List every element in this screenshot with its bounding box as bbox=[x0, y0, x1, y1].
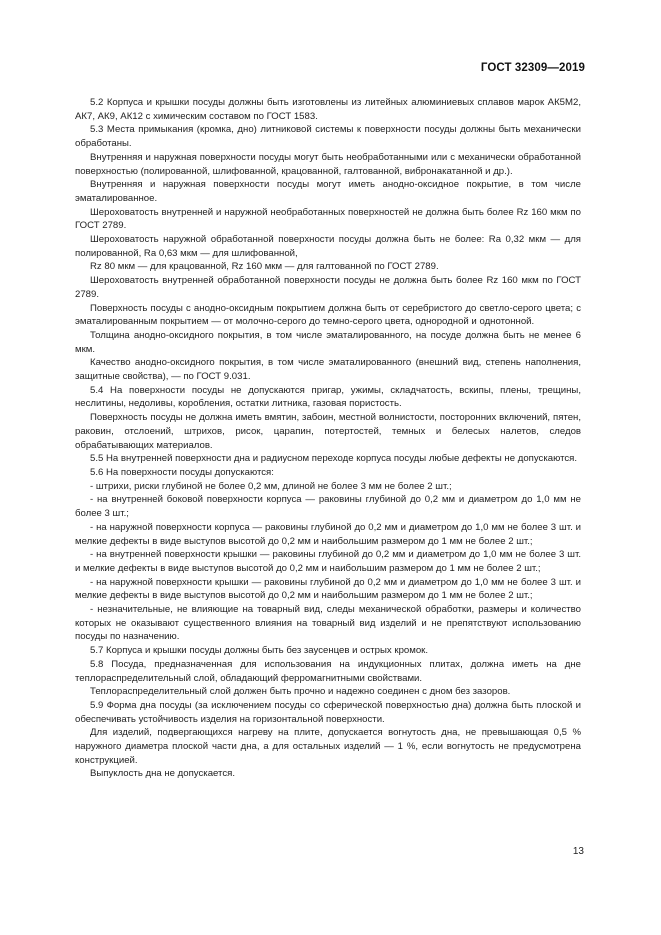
paragraph: 5.4 На поверхности посуды не допускаются пригар, ужимы, складчатость, вскипы, плены, трещины, неслитины, недоливы, коробления, остатки литника, газовая пористость. bbox=[75, 384, 581, 410]
paragraph: Для изделий, подвергающихся нагреву на плите, допускается вогнутость дна, не превышающая 0,5 % наружного диаметра плоской части дна, а для остальных изделий — 1 %, если вогнутость не предусмотрена конструкцией. bbox=[75, 727, 581, 766]
paragraph: Внутренняя и наружная поверхности посуды могут иметь анодно-оксидное покрытие, в том числе эматалированное. bbox=[75, 179, 581, 204]
paragraph: Качество анодно-оксидного покрытия, в том числе эматалированного (внешний вид, степень наполнения, защитные свойства), — по ГОСТ 9.031. bbox=[75, 357, 581, 383]
list-item: - штрихи, риски глубиной не более 0,2 мм, длиной не более 3 мм не более 2 шт.; bbox=[90, 480, 452, 492]
paragraph: Поверхность посуды не должна иметь вмятин, забоин, местной волнистости, посторонних включений, пятен, раковин, отслоений, штрихов, рисок, царапин, потертостей, темных и белесых налетов, следов обрабатывающих материалов. bbox=[75, 412, 581, 451]
list-item: - на внутренней боковой поверхности корпуса — раковины глубиной до 0,2 мм и диаметром до 1,0 мм не более 3 шт.; bbox=[75, 494, 581, 520]
paragraph: 5.3 Места примыкания (кромка, дно) литниковой системы к поверхности посуды должны быть механически обработаны. bbox=[75, 124, 581, 150]
list-item: - на наружной поверхности корпуса — раковины глубиной до 0,2 мм и диаметром до 1,0 мм не более 3 шт. и мелкие дефекты в виде выступов высотой до 0,2 мм и наибольшим размером до 1 мм не более 2 шт.; bbox=[75, 521, 581, 547]
document-body bbox=[75, 96, 581, 781]
paragraph: 5.2 Корпуса и крышки посуды должны быть изготовлены из литейных алюминиевых сплавов марок АК5М2, АК7, АК9, АК12 с химическим составом по ГОСТ 1583. bbox=[75, 97, 581, 122]
paragraph: Поверхность посуды с анодно-оксидным покрытием должна быть от серебристого до светло-серого цвета; с эматалированным покрытием — от молочно-серого до темно-серого цвета, однородной и однотонной. bbox=[75, 302, 581, 328]
paragraph: 5.7 Корпуса и крышки посуды должны быть без заусенцев и острых кромок. bbox=[90, 645, 429, 657]
list-item: - на наружной поверхности крышки — раковины глубиной до 0,2 мм и диаметром до 1,0 мм не более 3 шт. и мелкие дефекты в виде выступов высотой до 0,2 мм и наибольшим размером до 1 мм не более 2 шт.; bbox=[75, 576, 581, 602]
list-item: - незначительные, не влияющие на товарный вид, следы механической обработки, размеры и количество которых не оказывают существенного влияния на товарный вид изделий и не препятствуют использованию посуды по назначению. bbox=[75, 604, 581, 643]
paragraph: Теплораспределительный слой должен быть прочно и надежно соединен с дном без зазоров. bbox=[90, 686, 511, 698]
paragraph: Rz 80 мкм — для крацованной, Rz 160 мкм — для галтованной по ГОСТ 2789. bbox=[90, 261, 439, 273]
list-item: - на внутренней поверхности крышки — раковины глубиной до 0,2 мм и диаметром до 1,0 мм не более 3 шт. и мелкие дефекты в виде выступов высотой до 0,2 мм и наибольшим размером до 1 мм не более 2 шт.; bbox=[75, 549, 581, 574]
paragraph: Шероховатость внутренней и наружной необработанных поверхностей не должна быть более Rz 160 мкм по ГОСТ 2789. bbox=[75, 206, 581, 232]
paragraph: Внутренняя и наружная поверхности посуды могут быть необработанными или с механически обработанной поверхностью (полированной, шлифованной, крацованной, галтованной, вибронакатанной и др.). bbox=[75, 151, 581, 177]
paragraph: Толщина анодно-оксидного покрытия, в том числе эматалированного, на посуде должна быть не менее 6 мкм. bbox=[75, 329, 581, 355]
paragraph: Выпуклость дна не допускается. bbox=[90, 768, 236, 780]
paragraph: 5.9 Форма дна посуды (за исключением посуды со сферической поверхностью дна) должна быть плоской и обеспечивать устойчивость изделия на горизонтальной поверхности. bbox=[75, 699, 581, 725]
paragraph: 5.8 Посуда, предназначенная для использования на индукционных плитах, должна иметь на дне теплораспределительный слой, обладающий ферромагнитными свойствами. bbox=[75, 658, 581, 684]
paragraph: 5.6 На поверхности посуды допускаются: bbox=[90, 466, 274, 478]
standard-number: ГОСТ 32309—2019 bbox=[480, 62, 585, 74]
paragraph: Шероховатость наружной обработанной поверхности посуды должна быть не более: Ra 0,32 мкм — для полированной, Ra 0,63 мкм — для шлифованной, bbox=[75, 234, 581, 259]
paragraph: Шероховатость внутренней обработанной поверхности посуды не должна быть более Rz 160 мкм по ГОСТ 2789. bbox=[75, 275, 581, 300]
paragraph: 5.5 На внутренней поверхности дна и радиусном переходе корпуса посуды любые дефекты не допускаются. bbox=[90, 453, 578, 465]
page-number: 13 bbox=[572, 846, 584, 857]
